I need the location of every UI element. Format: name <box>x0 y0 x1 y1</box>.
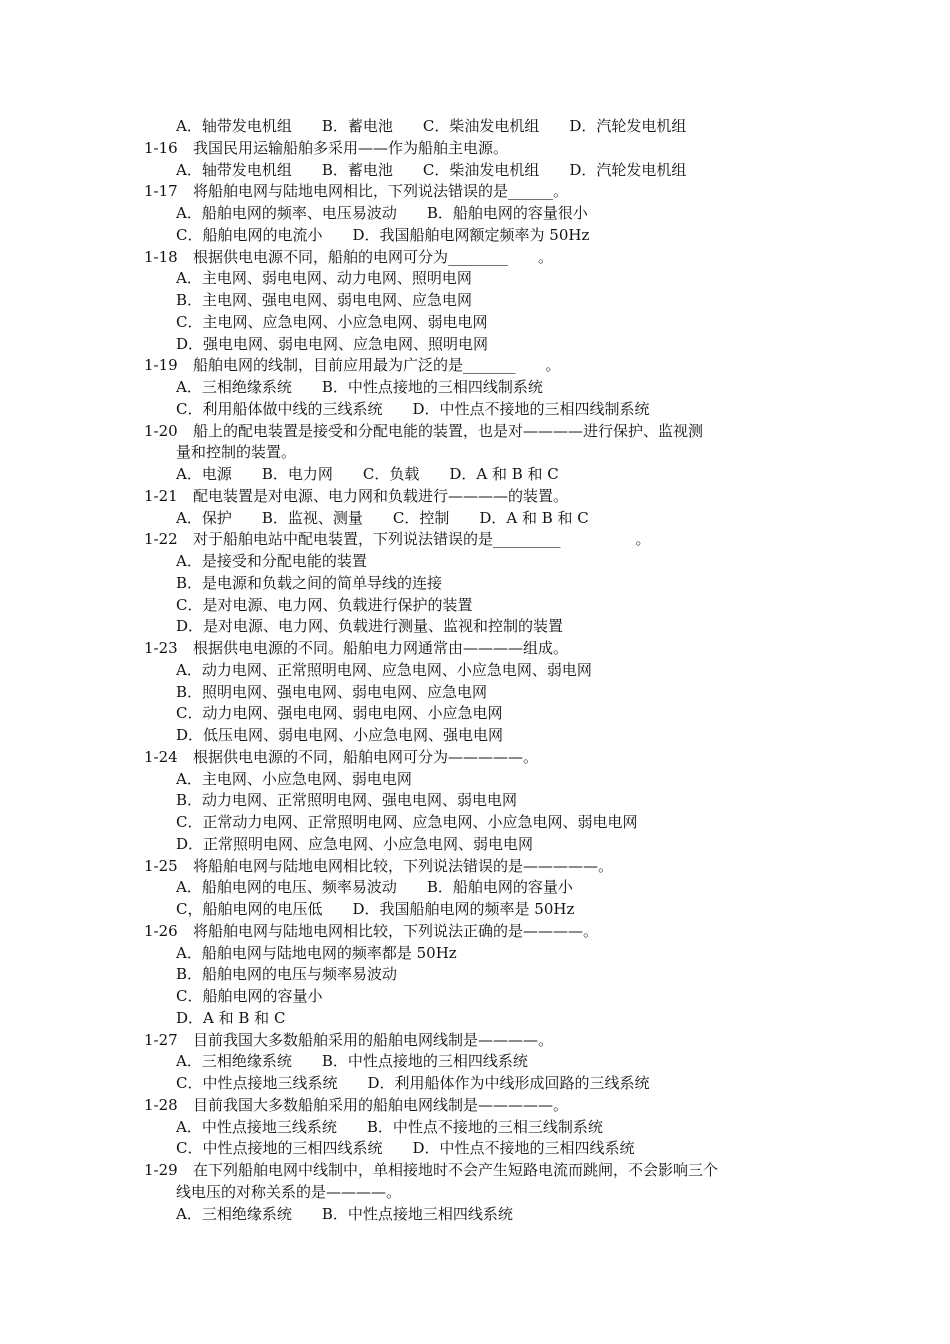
question-number: 1-29 <box>144 1161 178 1179</box>
option-line: A．中性点接地三线系统 B．中性点不接地的三相三线制系统 <box>176 1118 603 1136</box>
question-text: 在下列船舶电网中线制中，单相接地时不会产生短路电流而跳闸，不会影响三个 <box>193 1161 719 1179</box>
option-line: A．三相绝缘系统 B．中性点接地的三相四线制系统 <box>176 378 543 396</box>
question-number: 1-20 <box>144 422 178 440</box>
question-number: 1-18 <box>144 248 178 266</box>
question-text: 根据供电电源的不同，船舶电网可分为—————。 <box>193 748 539 766</box>
option-line: C．主电网、应急电网、小应急电网、弱电电网 <box>176 313 488 331</box>
option-line: A．保护 B．监视、测量 C．控制 D．A 和 B 和 C <box>176 509 589 527</box>
option-line: C．正常动力电网、正常照明电网、应急电网、小应急电网、弱电电网 <box>176 813 638 831</box>
option-line: A．动力电网、正常照明电网、应急电网、小应急电网、弱电网 <box>176 661 592 679</box>
question-number: 1-22 <box>144 530 178 548</box>
option-line: D．正常照明电网、应急电网、小应急电网、弱电电网 <box>176 835 534 853</box>
question-text: 配电装置是对电源、电力网和负载进行————的装置。 <box>193 487 569 505</box>
option-line: 量和控制的装置。 <box>176 443 297 461</box>
option-line: B．船舶电网的电压与频率易波动 <box>176 965 398 983</box>
option-line: A．电源 B．电力网 C．负载 D．A 和 B 和 C <box>176 465 559 483</box>
question-text: 船舶电网的线制，目前应用最为广泛的是_______ 。 <box>193 356 561 374</box>
option-line: A．三相绝缘系统 B．中性点接地三相四线系统 <box>176 1205 513 1223</box>
question-text: 目前我国大多数船舶采用的船舶电网线制是————。 <box>193 1031 554 1049</box>
question-text: 根据供电电源的不同。船舶电力网通常由————组成。 <box>193 639 569 657</box>
question-number: 1-21 <box>144 487 178 505</box>
option-line: D．低压电网、弱电电网、小应急电网、强电电网 <box>176 726 504 744</box>
question-text: 船上的配电装置是接受和分配电能的装置，也是对————进行保护、监视测 <box>193 422 704 440</box>
option-line: C．是对电源、电力网、负载进行保护的装置 <box>176 596 473 614</box>
option-line: C，船舶电网的电压低 D．我国船舶电网的频率是 50Hz <box>176 900 575 918</box>
option-line: A．船舶电网的频率、电压易波动 B．船舶电网的容量很小 <box>176 204 588 222</box>
option-line: B．主电网、强电电网、弱电电网、应急电网 <box>176 291 473 309</box>
option-line: A．轴带发电机组 B．蓄电池 C．柴油发电机组 D．汽轮发电机组 <box>176 161 687 179</box>
option-line: C．船舶电网的电流小 D．我国船舶电网额定频率为 50Hz <box>176 226 590 244</box>
option-line: 线电压的对称关系的是————。 <box>176 1183 402 1201</box>
option-line: A．是接受和分配电能的装置 <box>176 552 367 570</box>
option-line: D．是对电源、电力网、负载进行测量、监视和控制的装置 <box>176 617 564 635</box>
question-text: 将船舶电网与陆地电网相比较，下列说法正确的是————。 <box>193 922 599 940</box>
option-line: B．照明电网、强电电网、弱电电网、应急电网 <box>176 683 488 701</box>
option-line: C．中性点接地的三相四线系统 D．中性点不接地的三相四线系统 <box>176 1139 635 1157</box>
question-text: 我国民用运输船舶多采用——作为船舶主电源。 <box>193 139 509 157</box>
question-number: 1-28 <box>144 1096 178 1114</box>
option-line: A．船舶电网与陆地电网的频率都是 50Hz <box>176 944 457 962</box>
question-text: 根据供电电源不同，船舶的电网可分为________ 。 <box>193 248 554 266</box>
question-number: 1-23 <box>144 639 178 657</box>
question-number: 1-27 <box>144 1031 178 1049</box>
question-text: 目前我国大多数船舶采用的船舶电网线制是—————。 <box>193 1096 569 1114</box>
option-line: D．A 和 B 和 C <box>176 1009 286 1027</box>
option-line: A．主电网、小应急电网、弱电电网 <box>176 770 412 788</box>
option-line: A．轴带发电机组 B．蓄电池 C．柴油发电机组 D．汽轮发电机组 <box>176 117 687 135</box>
question-number: 1-17 <box>144 182 178 200</box>
option-line: C．船舶电网的容量小 <box>176 987 323 1005</box>
question-text: 将船舶电网与陆地电网相比较，下列说法错误的是—————。 <box>193 857 614 875</box>
option-line: D．强电电网、弱电电网、应急电网、照明电网 <box>176 335 489 353</box>
option-line: A．船舶电网的电压、频率易波动 B．船舶电网的容量小 <box>176 878 573 896</box>
option-line: C．中性点接地三线系统 D．利用船体作为中线形成回路的三线系统 <box>176 1074 650 1092</box>
option-line: B．是电源和负载之间的简单导线的连接 <box>176 574 443 592</box>
question-text: 将船舶电网与陆地电网相比，下列说法错误的是______。 <box>193 182 569 200</box>
question-number: 1-16 <box>144 139 178 157</box>
question-number: 1-25 <box>144 857 178 875</box>
question-number: 1-24 <box>144 748 178 766</box>
question-number: 1-19 <box>144 356 178 374</box>
option-line: A．三相绝缘系统 B．中性点接地的三相四线系统 <box>176 1052 528 1070</box>
question-text: 对于船舶电站中配电装置，下列说法错误的是_________ 。 <box>193 530 651 548</box>
option-line: A．主电网、弱电电网、动力电网、照明电网 <box>176 269 472 287</box>
option-line: C．利用船体做中线的三线系统 D．中性点不接地的三相四线制系统 <box>176 400 650 418</box>
question-number: 1-26 <box>144 922 178 940</box>
option-line: B．动力电网、正常照明电网、强电电网、弱电电网 <box>176 791 518 809</box>
option-line: C．动力电网、强电电网、弱电电网、小应急电网 <box>176 704 503 722</box>
